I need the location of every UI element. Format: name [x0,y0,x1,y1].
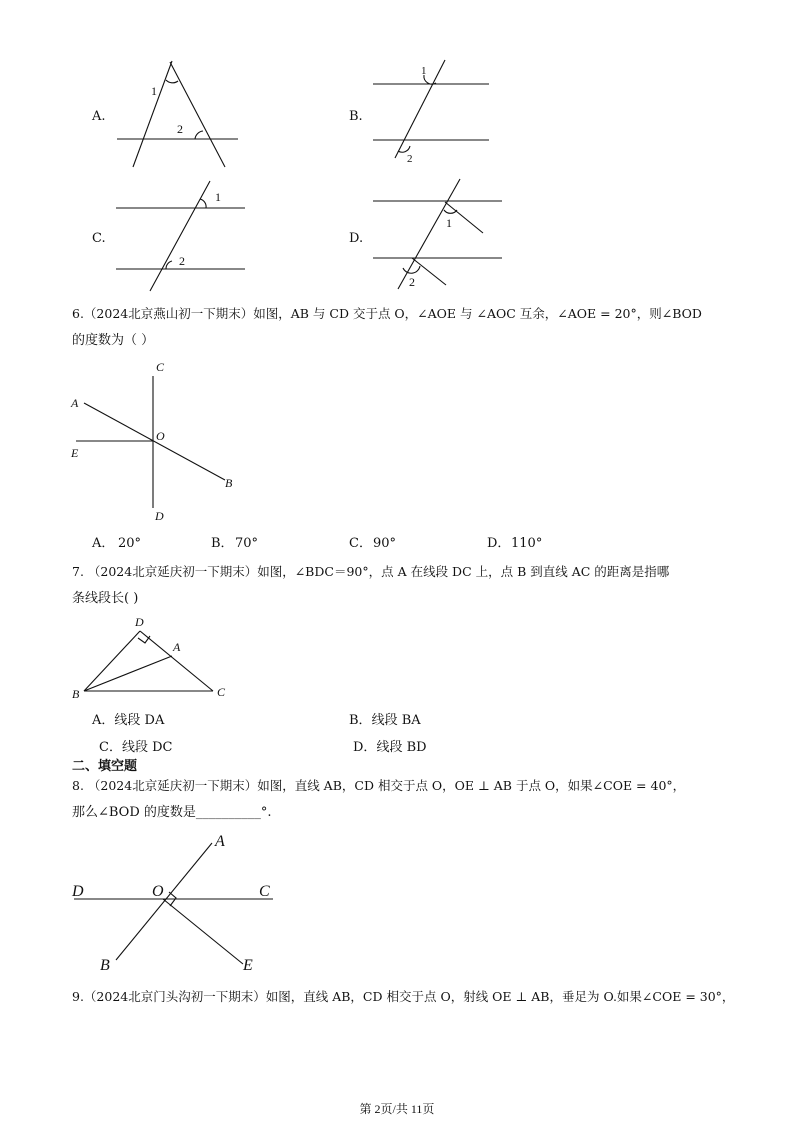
q6-stem-line2: 的度数为（ ） [72,333,155,348]
q7-option-d-label: D． [353,740,377,755]
q6-point-b: B [225,476,233,490]
q8-stem-line2: 那么∠BOD 的度数是__________°. [72,805,272,820]
q7-point-d: D [135,615,144,629]
q6-option-c-text: 90° [373,536,397,551]
q5-figure-a [117,61,238,167]
q7-stem-line1: 7. （2024北京延庆初一下期末）如图，∠BDC＝90°，点 A 在线段 DC 上，点 B 到直线 AC 的距离是指哪 [72,564,670,579]
q9-stem-line1: 9.（2024北京门头沟初一下期末）如图，直线 AB，CD 相交于点 O，射线 OE ⊥ AB，垂足为 O.如果∠COE = 30°， [72,989,735,1004]
q7-option-a-text: 线段 DA [114,713,165,728]
q7-option-c-label: C． [99,740,122,755]
q5-d-angle-2: 2 [409,275,415,289]
q7-option-d [353,739,427,756]
q5-figure-b [373,60,489,158]
q6-stem-line1: 6.（2024北京燕山初一下期末）如图，AB 与 CD 交于点 O，∠AOE 与 ∠AOC 互余，∠AOE = 20°，则∠BOD [72,306,702,321]
q8-point-b: B [100,957,110,974]
q8-point-o: O [152,883,164,900]
q5-a-angle-2: 2 [177,122,183,136]
section-title-fill-in: 二、填空题 [72,759,138,774]
q5-b-angle-2: 2 [407,153,413,165]
q7-figure [84,631,213,691]
q6-option-a-label: A． [92,536,115,551]
q5-c-angle-2: 2 [179,254,185,268]
q8-point-a: A [215,833,225,850]
q5-c-angle-1: 1 [215,190,221,204]
q6-option-c-label: C． [349,536,372,551]
q6-point-o: O [156,429,165,443]
q5-option-b-label: B. [349,109,363,124]
q6-point-a: A [71,396,79,410]
q8-point-e: E [243,957,253,974]
q5-b-angle-1: 1 [421,65,427,77]
q7-option-b [349,712,421,729]
q8-figure [74,843,273,964]
q7-option-b-text: 线段 BA [371,713,421,728]
q6-point-e: E [71,446,79,460]
q5-a-angle-1: 1 [151,84,157,98]
q5-option-a-label: A. [92,109,106,124]
q7-point-a: A [173,640,181,654]
q5-option-d-label: D. [349,231,364,246]
q6-option-d-label: D． [487,536,511,551]
q6-option-d-text: 110° [511,536,543,551]
q6-option-a-text: 20° [118,536,142,551]
q5-figure-d [373,179,502,289]
q6-option-b-label: B． [211,536,234,551]
q7-option-d-text: 线段 BD [376,740,427,755]
q5-option-c-label: C. [92,231,106,246]
q6-option-b-text: 70° [235,536,259,551]
q5-d-angle-1: 1 [446,216,452,230]
q6-figure [76,376,225,508]
q6-point-c: C [156,360,165,374]
q8-point-c: C [259,883,270,900]
q8-stem-line1: 8. （2024北京延庆初一下期末）如图，直线 AB，CD 相交于点 O，OE ⊥ AB 于点 O，如果∠COE = 40°， [72,778,686,793]
q7-point-c: C [217,685,226,699]
q7-option-c-text: 线段 DC [121,740,173,755]
q8-point-d: D [72,883,84,900]
q7-stem-line2: 条线段长( ) [72,591,139,606]
q6-point-d: D [155,509,164,523]
page-footer: 第 2页/共 11页 [359,1102,435,1116]
q7-option-a-label: A． [92,713,115,728]
q7-point-b: B [72,687,80,701]
q5-figure-c [116,181,245,291]
q7-option-a [92,712,164,729]
q7-option-b-label: B． [349,713,372,728]
q7-option-c [99,739,172,756]
